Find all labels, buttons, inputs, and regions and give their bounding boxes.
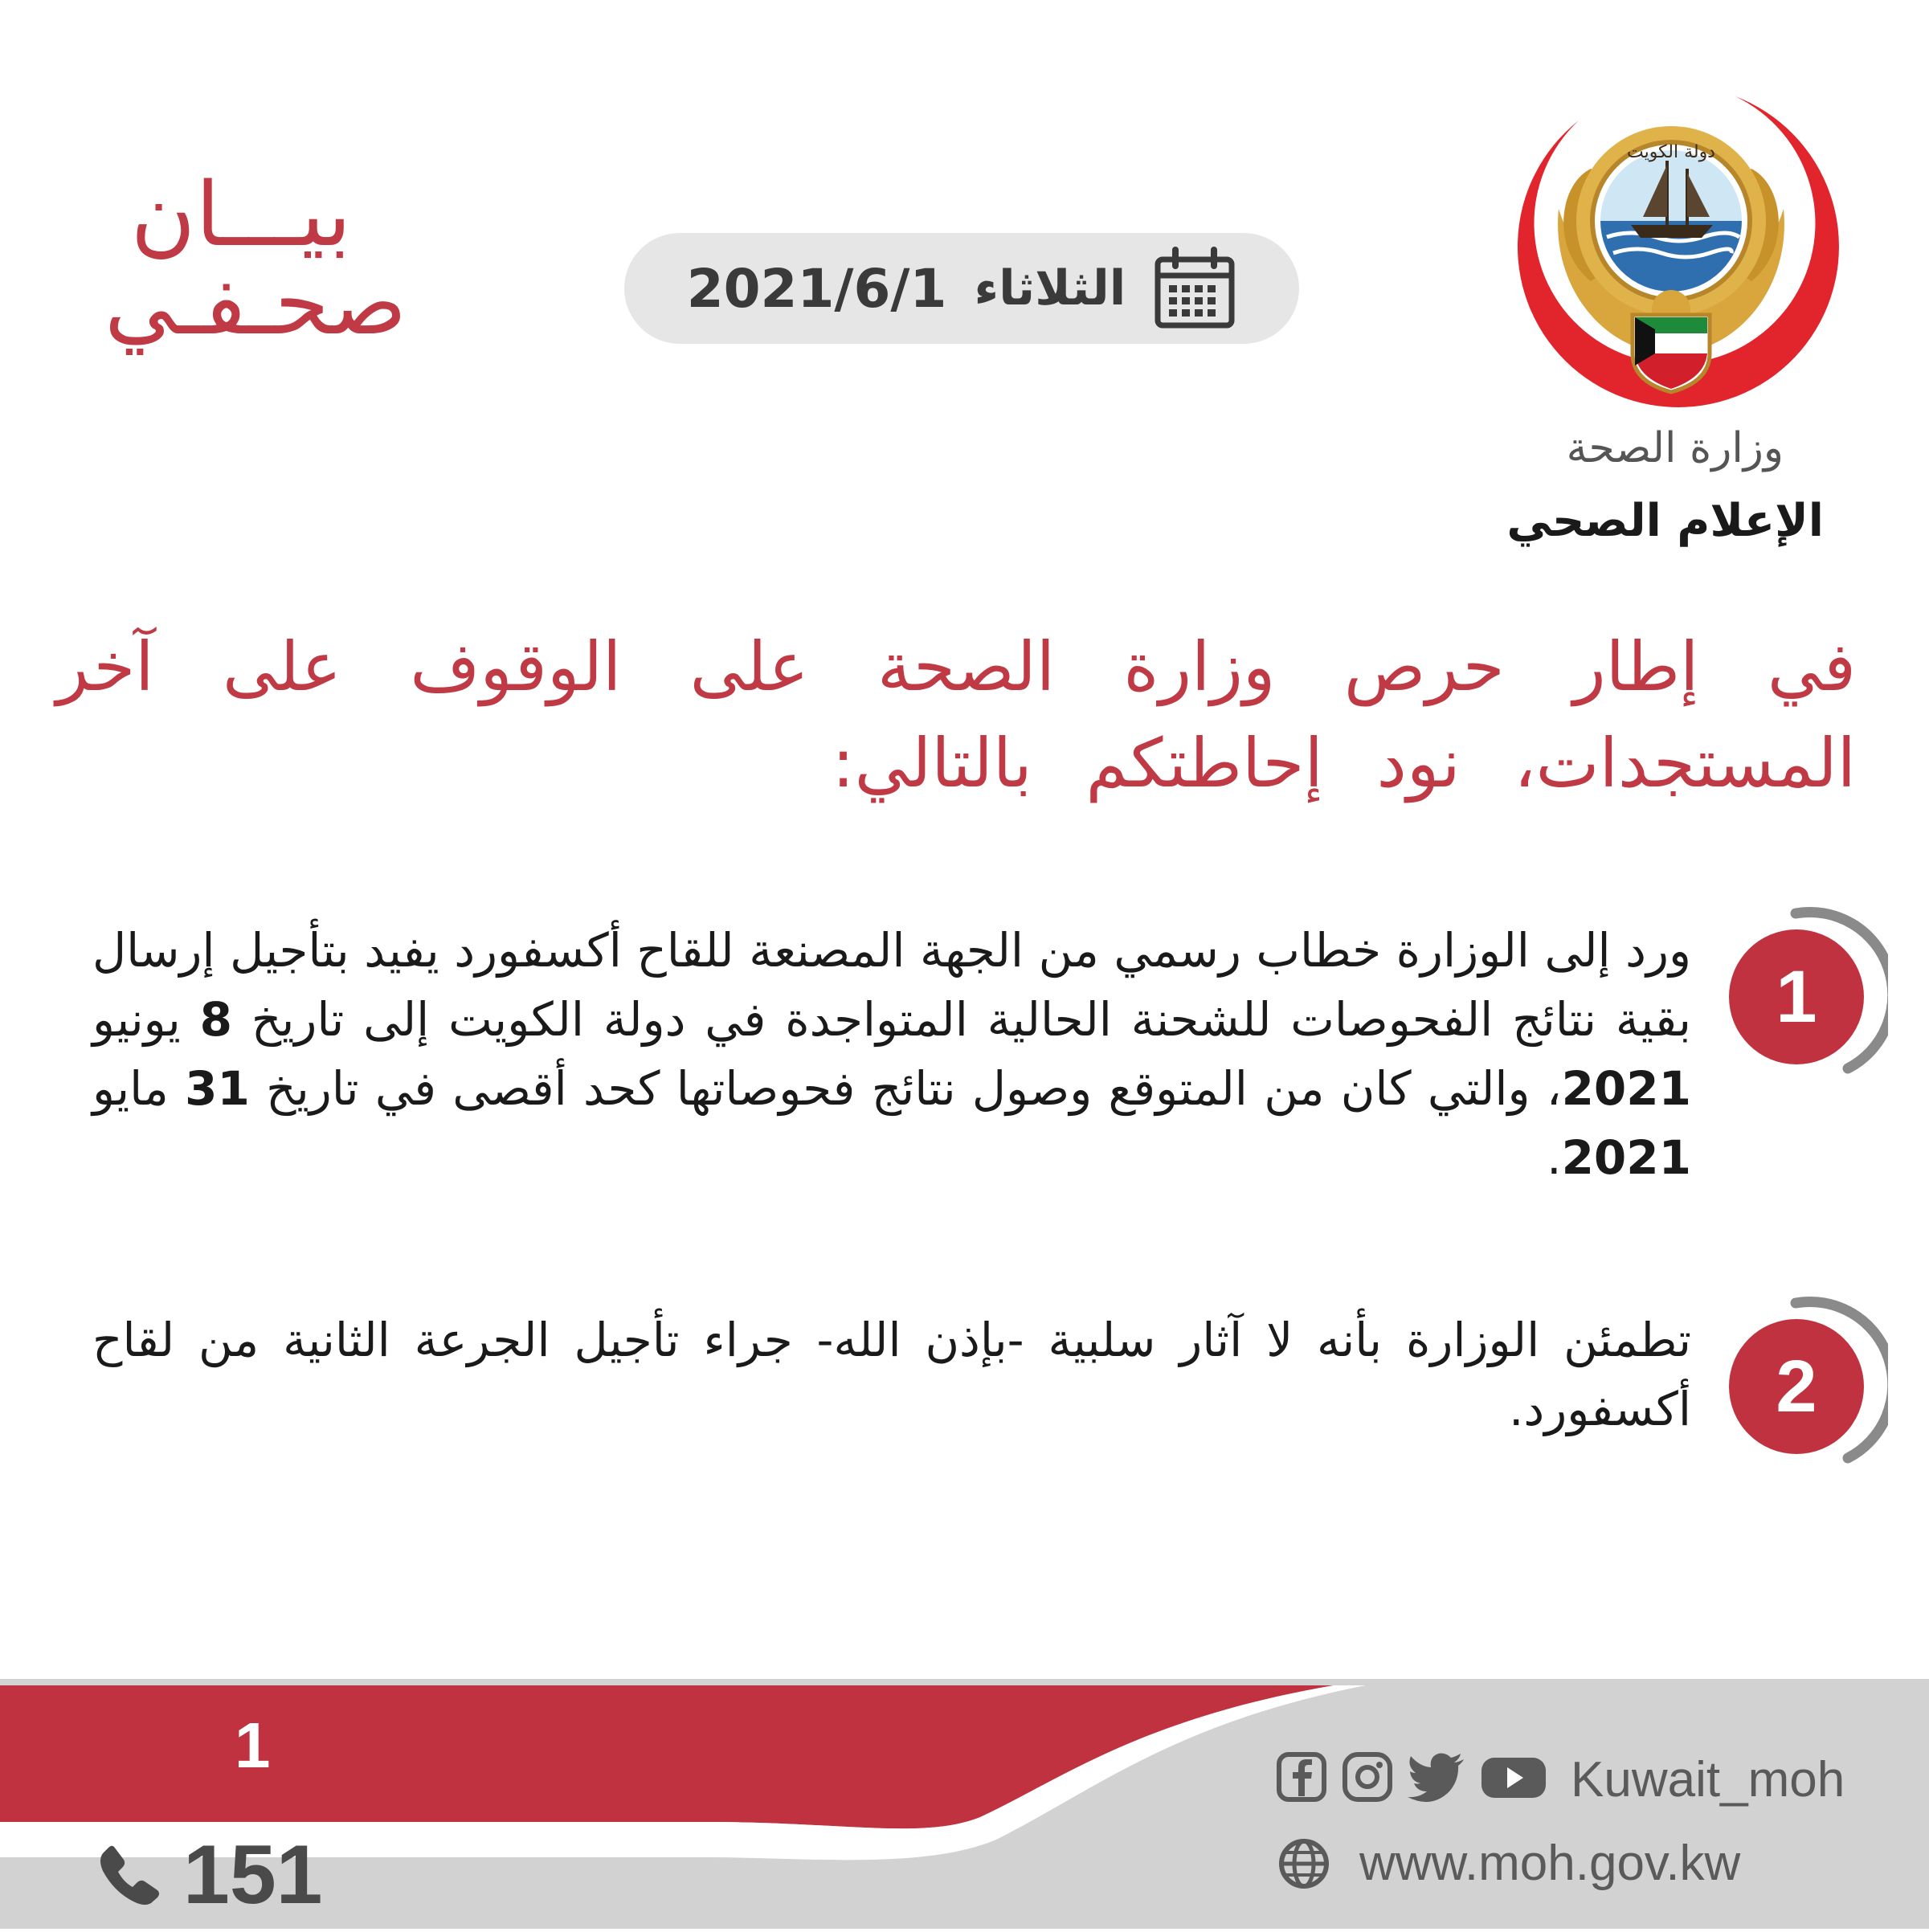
item-1-number: 1	[1729, 929, 1864, 1064]
item-2-text: تطمئن الوزارة بأنه لا آثار سلبية -بإذن الله- جراء تأجيل الجرعة الثانية من لقاح أكسفورد.	[92, 1313, 1691, 1436]
website-link[interactable]: www.moh.gov.kw	[1359, 1836, 1741, 1891]
facebook-icon[interactable]	[1276, 1751, 1327, 1803]
instagram-icon[interactable]	[1342, 1751, 1393, 1803]
item-1-end: .	[1547, 1130, 1562, 1185]
social-handle[interactable]: Kuwait_moh	[1571, 1752, 1845, 1807]
page-number: 1	[235, 1709, 271, 1781]
phone-icon	[98, 1844, 161, 1906]
department-name: الإعلام الصحي	[1506, 495, 1824, 547]
date-value: 2021/6/1	[686, 257, 947, 320]
item-1-part1: ورد إلى الوزارة خطاب رسمي من الجهة المصنعة للقاح أكسفورد يفيد بتأجيل إرسال بقية نتائج الفحوصات للشحنة الحالية المتواجدة في دولة الكويت إلى تاريخ	[92, 923, 1692, 1047]
press-release-title-line1: بيـــان	[130, 163, 352, 266]
item-1-text	[92, 916, 1691, 1192]
item-1-day: 8	[199, 992, 232, 1047]
item-1-part3: ، والتي كان من المتوقع وصول نتائج فحوصاتها كحد أقصى في تاريخ	[266, 1061, 1562, 1116]
press-release-title-line2: صحـفـي	[104, 251, 407, 354]
ministry-name: وزارة الصحة	[1566, 424, 1784, 472]
item-2-marker	[1703, 1293, 1888, 1478]
item-1-year: 2021	[1561, 1061, 1691, 1116]
item-2-number: 2	[1729, 1319, 1864, 1454]
emblem-ring-text: دولة الكويت	[1627, 142, 1715, 162]
date-day: الثلاثاء	[974, 260, 1126, 317]
twitter-icon[interactable]	[1408, 1751, 1465, 1803]
globe-icon	[1277, 1837, 1330, 1890]
calendar-icon	[1153, 247, 1236, 330]
ministry-logo	[1502, 88, 1840, 410]
item-1-month2: مايو	[92, 1061, 169, 1116]
date-pill	[624, 233, 1299, 344]
item-1-day2: 31	[185, 1061, 250, 1116]
hotline-number[interactable]: 151	[183, 1828, 323, 1922]
item-1-month: يونيو	[92, 992, 181, 1047]
item-1-year2: 2021	[1561, 1130, 1691, 1185]
social-icons	[1276, 1751, 1547, 1803]
youtube-icon[interactable]	[1480, 1751, 1547, 1803]
intro-paragraph: في إطار حرص وزارة الصحة على الوقوف على آخر المستجدات، نود إحاطتكم بالتالي:	[56, 627, 1856, 803]
item-1-marker	[1703, 904, 1888, 1089]
